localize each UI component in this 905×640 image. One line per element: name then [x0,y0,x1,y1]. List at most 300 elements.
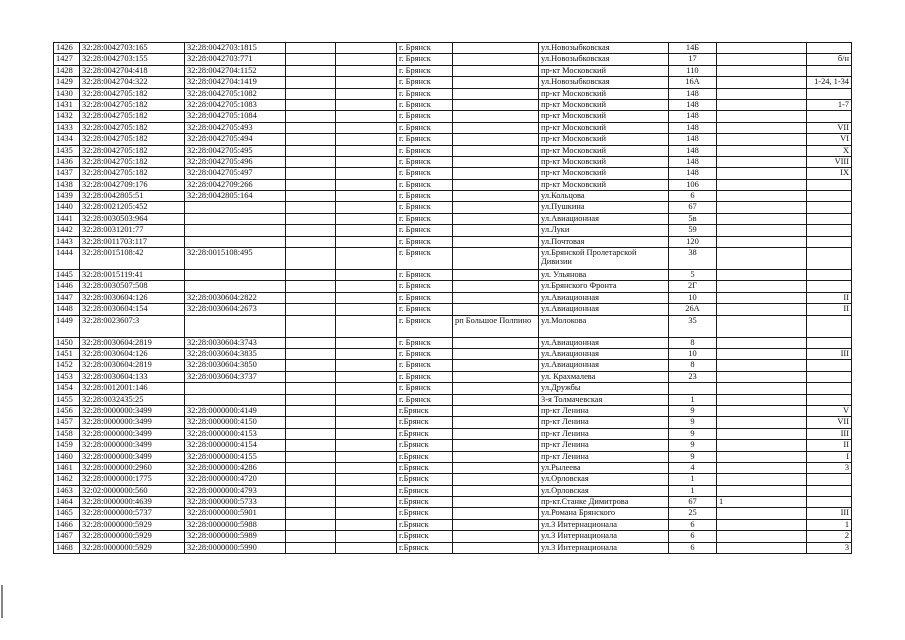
table-cell: ул.Новозыбковская [539,43,669,54]
table-cell: г. Брянск [397,168,453,179]
table-cell [336,417,397,428]
table-cell [717,383,807,394]
table-row [54,202,852,213]
table-cell: 148 [669,111,717,122]
table-cell: 1 [807,519,852,530]
table-cell: 110 [669,65,717,76]
table-cell: 32:28:0023607:3 [80,315,185,337]
table-row [54,542,852,553]
table-cell [453,54,539,65]
table-cell: 148 [669,156,717,167]
table-cell [336,248,397,270]
table-cell [453,428,539,439]
table-cell [336,99,397,110]
table-row [54,428,852,439]
table-cell: 1439 [54,191,80,202]
table-cell [286,485,336,496]
table-cell [286,428,336,439]
table-cell [286,360,336,371]
table-cell: 32:02:0000000:560 [80,485,185,496]
table-cell [453,281,539,292]
table-cell: 32:28:0000000:5988 [185,519,286,530]
table-cell [286,54,336,65]
table-cell: 32:28:0030503:964 [80,213,185,224]
table-cell: 1429 [54,77,80,88]
table-cell: 32:28:0000000:3499 [80,440,185,451]
table-cell [717,360,807,371]
table-cell: 1443 [54,236,80,247]
table-cell: II [807,304,852,315]
table-cell: 32:28:0042703:771 [185,54,286,65]
table-cell: VIII [807,156,852,167]
table-cell [807,111,852,122]
table-cell: 32:28:0000000:4149 [185,405,286,416]
table-cell: 1433 [54,122,80,133]
table-cell: 23 [669,371,717,382]
table-cell [336,462,397,473]
table-cell: 32:28:0042705:182 [80,111,185,122]
table-row [54,394,852,405]
table-cell [185,213,286,224]
table-cell [336,156,397,167]
table-cell [453,122,539,133]
table-cell [336,497,397,508]
table-cell [336,508,397,519]
table-cell [807,394,852,405]
table-cell [807,474,852,485]
table-cell [717,111,807,122]
table-cell: 1437 [54,168,80,179]
table-cell [453,417,539,428]
table-cell: 32:28:0000000:4720 [185,474,286,485]
table-cell: 3 [807,542,852,553]
table-row [54,462,852,473]
table-cell: 1 [669,485,717,496]
table-cell: г. Брянск [397,315,453,337]
table-cell: 1451 [54,348,80,359]
table-cell: ул.Авиационная [539,292,669,303]
table-row [54,440,852,451]
table-cell: пр-кт Московский [539,134,669,145]
table-cell: г.Брянск [397,474,453,485]
table-cell: VI [807,134,852,145]
table-cell [336,191,397,202]
table-cell: 32:28:0000000:4639 [80,497,185,508]
table-cell: 1444 [54,248,80,270]
table-cell: 32:28:0000000:4150 [185,417,286,428]
table-cell [717,394,807,405]
table-cell [453,440,539,451]
table-cell: 32:28:0000000:1775 [80,474,185,485]
table-cell [336,213,397,224]
table-cell: 32:28:0030604:3835 [185,348,286,359]
table-cell: 32:28:0030604:2673 [185,304,286,315]
table-cell: 14Б [669,43,717,54]
table-cell: 1440 [54,202,80,213]
table-cell [807,88,852,99]
table-cell: ул.Авиационная [539,360,669,371]
table-cell [185,315,286,337]
table-cell: 32:28:0000000:3499 [80,405,185,416]
table-cell [453,88,539,99]
table-cell [453,462,539,473]
table-cell [453,179,539,190]
table-cell [717,485,807,496]
table-row [54,43,852,54]
table-cell: ул.Молокова [539,315,669,337]
table-cell [286,179,336,190]
table-cell: ул.Орловская [539,474,669,485]
table-cell: 32:28:0042705:182 [80,156,185,167]
table-cell [336,134,397,145]
table-cell: 32:28:0042705:1083 [185,99,286,110]
table-cell: 9 [669,440,717,451]
table-cell: 32:28:0000000:5929 [80,542,185,553]
table-cell [185,281,286,292]
table-row [54,248,852,270]
table-cell [286,156,336,167]
table-cell: ул.Новозыбковская [539,77,669,88]
table-cell [286,337,336,348]
table-cell: г.Брянск [397,440,453,451]
table-cell: ул.Брянской Пролетарской Дивизии [539,248,669,270]
table-cell: г. Брянск [397,43,453,54]
table-cell [286,88,336,99]
register-table [53,42,852,554]
table-cell [336,65,397,76]
table-cell: г. Брянск [397,134,453,145]
table-cell [453,134,539,145]
table-cell: г. Брянск [397,348,453,359]
table-cell: X [807,145,852,156]
table-cell: г.Брянск [397,405,453,416]
table-cell [453,225,539,236]
table-cell: пр-кт Ленина [539,440,669,451]
table-cell: 9 [669,428,717,439]
table-cell [185,394,286,405]
table-cell [286,270,336,281]
table-row [54,156,852,167]
table-cell: 32:28:0042703:165 [80,43,185,54]
table-cell: 1449 [54,315,80,337]
table-cell [717,168,807,179]
table-cell: 32:28:0042705:494 [185,134,286,145]
table-row [54,225,852,236]
table-cell: г. Брянск [397,202,453,213]
table-cell: г.Брянск [397,417,453,428]
table-cell: 1464 [54,497,80,508]
table-cell: 32:28:0015108:495 [185,248,286,270]
table-cell [453,383,539,394]
table-cell: рп Большое Полпино [453,315,539,337]
table-cell: 32:28:0030604:133 [80,371,185,382]
table-cell: I [807,451,852,462]
table-cell: 1441 [54,213,80,224]
table-cell [336,145,397,156]
table-cell: ул.Брянского Фронта [539,281,669,292]
table-cell: 32:28:0030604:3743 [185,337,286,348]
table-cell: 1468 [54,542,80,553]
table-cell: пр-кт Московский [539,111,669,122]
table-cell: г. Брянск [397,281,453,292]
table-cell: 8 [669,360,717,371]
table-cell: г.Брянск [397,485,453,496]
table-cell [453,145,539,156]
table-cell: 1461 [54,462,80,473]
table-cell: г. Брянск [397,191,453,202]
table-cell: V [807,405,852,416]
table-cell [453,451,539,462]
table-cell [286,202,336,213]
table-cell: 16А [669,77,717,88]
table-cell: 32:28:0000000:3499 [80,428,185,439]
table-cell [453,191,539,202]
table-cell [717,292,807,303]
table-cell [717,281,807,292]
table-cell: г.Брянск [397,428,453,439]
table-cell [185,383,286,394]
table-cell [336,202,397,213]
table-cell: 32:28:0030604:3850 [185,360,286,371]
table-cell: 67 [669,497,717,508]
table-cell [453,519,539,530]
table-cell [336,225,397,236]
table-cell [453,394,539,405]
table-cell: 6 [669,519,717,530]
table-cell [717,213,807,224]
table-cell: г. Брянск [397,360,453,371]
table-cell [717,156,807,167]
table-cell: 1428 [54,65,80,76]
table-row [54,485,852,496]
table-cell: 1435 [54,145,80,156]
table-cell [717,145,807,156]
table-cell [717,77,807,88]
table-cell [453,531,539,542]
table-cell [807,202,852,213]
table-cell: ул.Авиационная [539,348,669,359]
table-row [54,270,852,281]
table-cell: пр-кт Московский [539,88,669,99]
table-cell: 1 [717,497,807,508]
table-cell [286,519,336,530]
table-row [54,405,852,416]
table-cell [286,122,336,133]
table-cell: ул.Авиационная [539,213,669,224]
table-cell [286,474,336,485]
table-cell [286,168,336,179]
table-cell: пр-кт Московский [539,99,669,110]
table-row [54,134,852,145]
table-cell [807,248,852,270]
table-cell: 32:28:0015108:42 [80,248,185,270]
table-cell: ул.Луки [539,225,669,236]
table-cell [185,202,286,213]
table-row [54,281,852,292]
table-cell: ул.Новозыбковская [539,54,669,65]
table-cell [807,225,852,236]
table-cell: г. Брянск [397,236,453,247]
table-cell [336,236,397,247]
table-cell: 120 [669,236,717,247]
table-cell: ул.Романа Брянского [539,508,669,519]
table-cell [336,179,397,190]
table-cell: ул.Рылеева [539,462,669,473]
table-cell: г.Брянск [397,462,453,473]
table-cell: г.Брянск [397,508,453,519]
table-cell: г. Брянск [397,156,453,167]
table-cell [453,337,539,348]
table-cell: ул. Ульянова [539,270,669,281]
table-cell: г. Брянск [397,145,453,156]
table-cell: г. Брянск [397,99,453,110]
table-cell [717,304,807,315]
table-cell [286,462,336,473]
table-cell: г. Брянск [397,248,453,270]
table-cell: 32:28:0000000:2960 [80,462,185,473]
table-cell: 1466 [54,519,80,530]
table-cell [807,179,852,190]
table-cell: 32:28:0042703:155 [80,54,185,65]
table-cell: 32:28:0042705:182 [80,168,185,179]
table-row [54,236,852,247]
table-cell [336,451,397,462]
table-cell: г.Брянск [397,531,453,542]
table-cell: 32:28:0000000:5733 [185,497,286,508]
table-cell: г. Брянск [397,371,453,382]
table-cell: 1454 [54,383,80,394]
table-cell: 32:28:0000000:4286 [185,462,286,473]
table-cell [717,54,807,65]
table-cell [807,485,852,496]
table-cell [286,304,336,315]
table-cell: пр-кт Ленина [539,405,669,416]
table-cell: б/н [807,54,852,65]
table-cell [807,360,852,371]
table-row [54,417,852,428]
table-cell [807,497,852,508]
table-cell [717,542,807,553]
table-row [54,348,852,359]
table-cell: 32:28:0021205:452 [80,202,185,213]
table-row [54,179,852,190]
table-cell [453,485,539,496]
table-cell: 1457 [54,417,80,428]
table-cell: пр-кт Московский [539,156,669,167]
table-row [54,111,852,122]
table-cell [286,134,336,145]
table-cell [717,428,807,439]
table-row [54,337,852,348]
table-cell [286,542,336,553]
table-cell: г. Брянск [397,304,453,315]
table-cell [453,497,539,508]
table-cell: г. Брянск [397,337,453,348]
table-cell: 5в [669,213,717,224]
table-cell [717,248,807,270]
table-cell: г.Брянск [397,451,453,462]
table-cell: 32:28:0032435:25 [80,394,185,405]
table-cell: 32:28:0000000:3499 [80,451,185,462]
table-cell: VII [807,122,852,133]
table-cell [336,111,397,122]
table-cell: III [807,428,852,439]
table-row [54,122,852,133]
table-cell [669,383,717,394]
table-cell: 32:28:0042704:418 [80,65,185,76]
table-cell [717,191,807,202]
table-cell: 4 [669,462,717,473]
table-cell: ул.Дружбы [539,383,669,394]
table-cell [807,191,852,202]
table-cell [336,531,397,542]
table-row [54,371,852,382]
table-cell [717,405,807,416]
table-cell: 1456 [54,405,80,416]
table-cell [336,371,397,382]
table-cell: 35 [669,315,717,337]
table-cell [185,236,286,247]
table-cell: 1452 [54,360,80,371]
table-cell: г. Брянск [397,383,453,394]
table-row [54,213,852,224]
table-cell [286,440,336,451]
table-cell: 32:28:0000000:4154 [185,440,286,451]
table-cell: 32:28:0011703:117 [80,236,185,247]
table-cell: 32:28:0042705:182 [80,99,185,110]
table-body [54,43,852,554]
table-cell: ул.3 Интернационала [539,519,669,530]
table-cell: 32:28:0012001:146 [80,383,185,394]
table-cell [453,292,539,303]
table-cell [807,65,852,76]
table-cell [717,134,807,145]
table-cell: 5 [669,270,717,281]
table-cell: 2 [807,531,852,542]
table-cell: пр-кт Московский [539,122,669,133]
table-cell [336,54,397,65]
table-cell: г.Брянск [397,542,453,553]
table-cell: 32:28:0030604:2822 [185,292,286,303]
table-cell: ул.Кольцова [539,191,669,202]
table-cell: 32:28:0042703:1815 [185,43,286,54]
table-cell: 32:28:0042705:182 [80,145,185,156]
table-cell [286,394,336,405]
table-cell: 1462 [54,474,80,485]
table-cell: 32:28:0000000:5929 [80,531,185,542]
table-cell [336,542,397,553]
table-cell: г. Брянск [397,88,453,99]
table-cell: ул.3 Интернационала [539,542,669,553]
table-row [54,77,852,88]
table-cell: 32:28:0042705:182 [80,88,185,99]
table-cell: 6 [669,191,717,202]
table-cell: 32:28:0030604:126 [80,292,185,303]
table-cell: 8 [669,337,717,348]
table-cell: 32:28:0000000:5990 [185,542,286,553]
table-row [54,292,852,303]
table-cell [453,111,539,122]
table-cell: 25 [669,508,717,519]
table-cell [717,202,807,213]
table-cell: 59 [669,225,717,236]
table-cell: 32:28:0030604:126 [80,348,185,359]
table-cell [807,270,852,281]
table-cell: 1446 [54,281,80,292]
table-cell: II [807,440,852,451]
table-cell: 106 [669,179,717,190]
table-cell [336,43,397,54]
